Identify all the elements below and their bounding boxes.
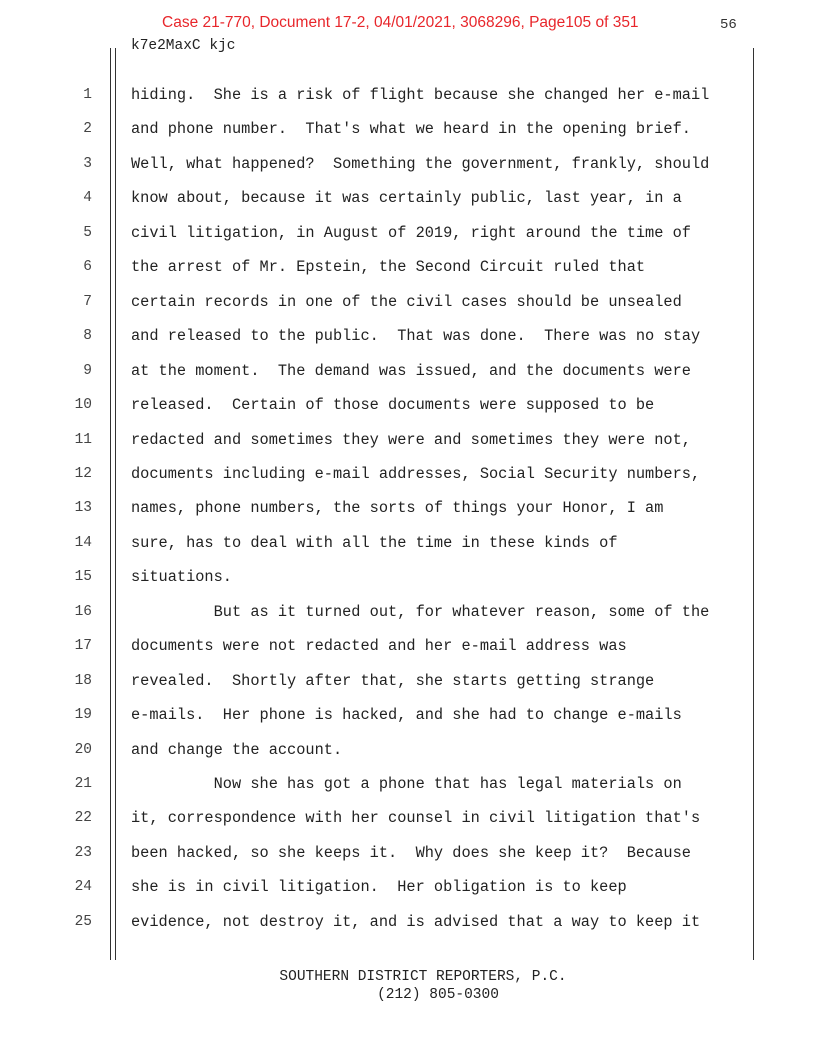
line-text: e-mails. Her phone is hacked, and she had to change e-mails <box>131 706 682 725</box>
page-number: 56 <box>720 17 737 33</box>
line-number: 4 <box>83 190 92 207</box>
line-number: 9 <box>83 362 92 379</box>
line-number: 13 <box>74 500 92 517</box>
line-number: 7 <box>83 293 92 310</box>
line-text: Now she has got a phone that has legal materials on <box>131 775 682 793</box>
line-text: and released to the public. That was done. There was no stay <box>131 327 701 346</box>
line-text: revealed. Shortly after that, she starts getting strange <box>131 671 655 690</box>
line-number: 12 <box>74 465 92 482</box>
line-number: 2 <box>83 121 92 138</box>
line-text: she is in civil litigation. Her obligation is to keep <box>131 878 627 897</box>
line-number: 1 <box>83 87 92 103</box>
transcript-line <box>0 767 816 801</box>
footer-phone: (212) 805-0300 <box>377 987 499 1003</box>
transcript-line <box>0 664 816 698</box>
line-number: 6 <box>83 259 92 276</box>
line-text: names, phone numbers, the sorts of things your Honor, I am <box>131 499 664 518</box>
line-number: 14 <box>74 534 92 551</box>
line-text: at the moment. The demand was issued, and the documents were <box>131 361 691 380</box>
transcript-line <box>0 491 816 525</box>
transcript-line <box>0 319 816 353</box>
line-number: 22 <box>74 810 92 827</box>
transcript-line <box>0 147 816 181</box>
line-number: 19 <box>74 707 92 724</box>
line-text: and phone number. That's what we heard in the opening brief. <box>131 120 691 139</box>
transcript-line <box>0 181 816 215</box>
line-text: it, correspondence with her counsel in civil litigation that's <box>131 809 701 828</box>
transcript-line <box>0 112 816 146</box>
line-number: 10 <box>74 397 92 414</box>
transcript-line <box>0 801 816 835</box>
line-text: documents were not redacted and her e-mail address was <box>131 637 627 656</box>
line-text: documents including e-mail addresses, Social Security numbers, <box>131 464 701 483</box>
line-number: 24 <box>74 879 92 896</box>
line-number: 20 <box>74 741 92 758</box>
transcript-line <box>0 526 816 560</box>
transcript-line <box>0 560 816 594</box>
transcript-line <box>0 354 816 388</box>
transcript-line <box>0 250 816 284</box>
transcript-line <box>0 905 816 939</box>
line-text: Well, what happened? Something the government, frankly, should <box>131 154 710 173</box>
line-number: 5 <box>83 224 92 241</box>
transcript-line <box>0 629 816 663</box>
line-text: hiding. She is a risk of flight because she changed her e-mail <box>131 86 710 104</box>
line-number: 15 <box>74 569 92 586</box>
line-text: and change the account. <box>131 740 343 759</box>
transcript-line <box>0 216 816 250</box>
line-text: redacted and sometimes they were and sometimes they were not, <box>131 430 691 449</box>
transcript-line <box>0 698 816 732</box>
transcript-line <box>0 836 816 870</box>
line-text: released. Certain of those documents were supposed to be <box>131 396 655 415</box>
footer-reporter: SOUTHERN DISTRICT REPORTERS, P.C. <box>279 969 567 985</box>
transcript-line <box>0 733 816 767</box>
transcript-line <box>0 870 816 904</box>
transcript-line <box>0 595 816 629</box>
header-code: k7e2MaxC kjc <box>131 38 236 54</box>
line-text: civil litigation, in August of 2019, right around the time of <box>131 223 691 242</box>
transcript-line <box>0 285 816 319</box>
line-text: situations. <box>131 568 232 587</box>
line-text: been hacked, so she keeps it. Why does she keep it? Because <box>131 843 691 862</box>
line-number: 25 <box>74 913 92 930</box>
line-text: But as it turned out, for whatever reason, some of the <box>131 602 710 621</box>
transcript-line <box>0 388 816 422</box>
case-stamp: Case 21-770, Document 17-2, 04/01/2021, 3068296, Page105 of 351 <box>162 14 639 31</box>
line-number: 16 <box>74 603 92 620</box>
line-text: know about, because it was certainly public, last year, in a <box>131 189 682 208</box>
line-number: 18 <box>74 672 92 689</box>
line-number: 3 <box>83 155 92 172</box>
line-text: sure, has to deal with all the time in these kinds of <box>131 533 618 552</box>
line-number: 23 <box>74 844 92 861</box>
line-text: the arrest of Mr. Epstein, the Second Circuit ruled that <box>131 258 646 277</box>
line-number: 21 <box>74 776 92 792</box>
line-number: 17 <box>74 638 92 655</box>
line-text: certain records in one of the civil cases should be unsealed <box>131 292 682 311</box>
transcript-line <box>0 423 816 457</box>
transcript-line <box>0 457 816 491</box>
line-number: 11 <box>74 431 92 448</box>
transcript-line <box>0 78 816 112</box>
line-number: 8 <box>83 328 92 345</box>
line-text: evidence, not destroy it, and is advised that a way to keep it <box>131 912 701 931</box>
